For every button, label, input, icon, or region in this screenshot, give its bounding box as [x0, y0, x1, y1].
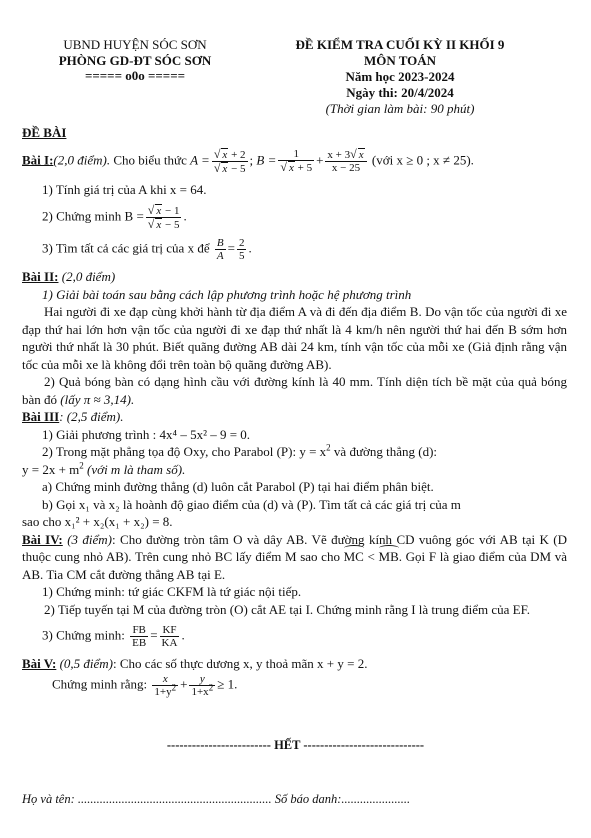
fraction-q2: $\frac{√ x - 1}{√ x - 5}$ [147, 203, 180, 231]
candidate-info-line: Họ và tên: .............................................................. Số báo danh:...................... [22, 792, 411, 806]
bai1-intro-text: Cho biểu thức [113, 151, 187, 167]
bai1-q2: 2) Chứng minh B = $\frac{√ x - 1}{√ x - 5}$ . [42, 203, 187, 231]
bai1-points: (2,0 điểm). [53, 151, 111, 167]
fraction-x-over: $\frac{x}{1+y^2}$ [154, 672, 177, 698]
bai2-sub2: 2) Quả bóng bàn có dạng hình cầu với đường kính là 40 mm. Tính diện tích bề mặt của quả bóng bàn đó (lấy π ≈ 3,14). [22, 374, 567, 407]
bai2-points: (2,0 điểm) [61, 269, 116, 284]
exam-duration: (Thời gian làm bài: 90 phút) [325, 101, 475, 116]
bai3-qb-line2: sao cho x₁² + x₂(x₁ + x₂) = 8. [22, 514, 173, 529]
exam-title: ĐỀ KIỂM TRA CUỐI KỲ II KHỐI 9 [295, 37, 505, 52]
formula-a: A = [190, 151, 210, 167]
fraction-two-fifths: $\frac{2}{5}$ [238, 237, 245, 262]
bai4-q3: 3) Chứng minh: $\frac{FB}{EB}$ = $\frac{KF}{KA}$ . [42, 624, 185, 649]
district-name: UBND HUYỆN SÓC SƠN [63, 37, 207, 52]
header-ornament: ===== o0o ===== [84, 68, 186, 83]
fraction-b-over-a: $\frac{B}{A}$ [216, 237, 224, 262]
bai4-text: Bài IV: (3 điểm): Cho đường tròn tâm O và dây AB. Vẽ đường kính CD vuông góc với AB tại K (D thuộc cung nhỏ AB). Trên cung nhỏ BC lấy điểm M sao cho MC < MB. Gọi F là giao điểm của DM và AB. Tia CM cắt đường thẳng AB tại E. [22, 531, 568, 582]
exam-date: Ngày thi: 20/4/2024 [346, 85, 454, 100]
subject: MÔN TOÁN [363, 53, 437, 68]
bai3-label: Bài III [22, 409, 60, 424]
department-name: PHÒNG GD-ĐT SÓC SƠN [58, 52, 212, 68]
bai2-heading [22, 268, 567, 286]
bai1-condition: (với x ≥ 0 ; x ≠ 25). [371, 151, 474, 167]
bai4-q2: 2) Tiếp tuyến tại M của đường tròn (O) cắt AE tại I. Chứng minh rằng I là trung điểm của EF. [44, 601, 531, 617]
fraction-y-over: $\frac{y}{1+x^2}$ [191, 672, 214, 698]
bai3-qa: a) Chứng minh đường thẳng (d) luôn cắt Parabol (P) tại hai điểm phân biệt. [42, 479, 434, 494]
bai4-points: (3 điểm) [67, 531, 113, 547]
fraction-fb-eb: $\frac{FB}{EB}$ [132, 624, 147, 649]
school-year: Năm học 2023-2024 [345, 69, 455, 84]
bai1-q3: 3) Tìm tất cả các giá trị của x để $\frac{B}{A}$ = $\frac{2}{5}$ . [42, 237, 252, 262]
header-left [40, 37, 230, 84]
bai4-q1: 1) Chứng minh: tứ giác CKFM là tứ giác nội tiếp. [42, 584, 302, 599]
bai3-points: : (2,5 điểm). [59, 409, 124, 424]
formula-b: B = [256, 151, 277, 167]
bai2-label: Bài II: [22, 269, 59, 284]
fraction-b2: $\frac{x + 3√ x}{x - 25}$ [325, 148, 366, 174]
bai5-points: (0,5 điểm) [59, 656, 114, 671]
arc-mb: MB [378, 549, 399, 564]
bai3-q1: 1) Giải phương trình : 4x⁴ – 5x² – 9 = 0. [42, 426, 251, 442]
fraction-a: $\frac{√ x + 2}{√ x - 5}$ [213, 146, 246, 175]
fraction-kf-ka: $\frac{KF}{KA}$ [161, 624, 178, 649]
bai5-text: Bài V: (0,5 điểm): Cho các số thực dương x, y thoả mãn x + y = 2. [22, 656, 368, 671]
bai3-q2: 2) Trong mặt phẳng tọa độ Oxy, cho Parabol (P): $y = x^2$ và đường thẳng (d): [42, 442, 438, 459]
bai2-sub1-title: 1) Giải bài toán sau bằng cách lập phương trình hoặc hệ phương trình [42, 286, 412, 302]
bai3-q2-line2: $y = 2x + m^2$ (với m là tham số). [22, 460, 186, 477]
bai1-label: Bài I: [22, 151, 54, 167]
header-right [245, 37, 555, 117]
bai1-q1: 1) Tính giá trị của A khi x = 64. [42, 181, 207, 197]
bai1-intro: Bài I:(2,0 điểm). Cho biểu thức A = $\frac{√ x + 2}{√ x - 5}$ ; B = $\frac{1}{√ x + 5}$ + $\frac{x + 3√ x}{x - 25}$ (với x ≥ 0 ; x ≠ 25). [22, 146, 474, 175]
arc-mc: MC [343, 549, 364, 564]
bai2-sub1-text: Hai người đi xe đạp cùng khởi hành từ địa điểm A và đi đến địa điểm B. Do vận tốc của người đi xe đạp thứ hai lớn hơn vận tốc của người đi xe đạp thứ nhất là 4 km/h nên người thứ hai đến B sớm hơn người thứ nhất là 30 phút. Biết quãng đường AB dài 24 km, tính vận tốc của mỗi xe (Giả định rằng vận tốc của mỗi xe là không đổi trên toàn bộ quãng đường AB). [22, 304, 567, 372]
bai3-heading [22, 408, 567, 426]
bai3-qb: b) Gọi x₁ và x₂ là hoành độ giao điểm của (d) và (P). Tìm tất cả các giá trị của m [42, 496, 461, 512]
bai5-label: Bài V: [22, 656, 57, 671]
end-marker: ------------------------- HẾT ----------------------------- [166, 738, 425, 752]
de-bai-heading: ĐỀ BÀI [22, 125, 67, 140]
bai5-prove: Chứng minh rằng: $\frac{x}{1+y^2}$ + $\frac{y}{1+x^2}$ ≥ 1. [52, 672, 238, 698]
bai4-label: Bài IV: [22, 531, 63, 547]
exam-body [22, 124, 567, 698]
fraction-b1: $\frac{1}{√ x + 5}$ [280, 148, 313, 174]
